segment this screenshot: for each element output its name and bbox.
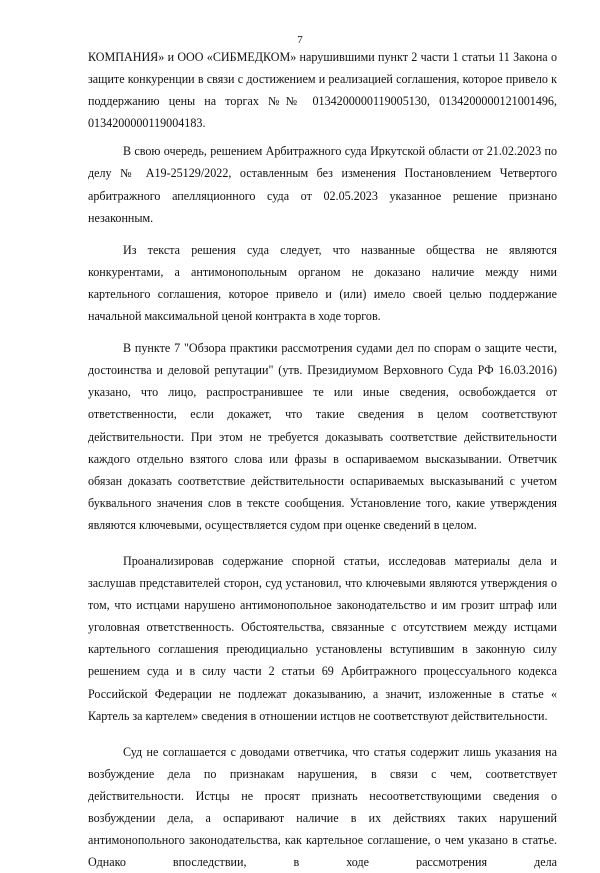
paragraph-article-analysis: Проанализировав содержание спорной статьи, исследовав материалы дела и заслушав представителей сторон, суд установил, что ключевыми являются утверждения о том, что истцами нарушено антимонопольное законодательство и им грозит штраф или уголовная ответственность. Обстоятельства, связанные с отсутствием между истцами картельного соглашения преюдициально установлены вступившим в законную силу решением суда и в силу части 2 статьи 69 Арбитражного процессуального кодекса Российской Федерации не подлежат доказыванию, а значит, изложенные в статье « Картель за картелем» сведения в отношении истцов не соответствуют действительности. [88,553,557,723]
paragraph-court-findings: Из текста решения суда следует, что названные общества не являются конкурентами, а антимонопольным органом не доказано наличие между ними картельного соглашения, которое привело и (или) имело своей целью поддержание начальной максимальной ценой контракта в ходе торгов. [88,242,557,324]
paragraph-court-decision: В свою очередь, решением Арбитражного суда Иркутской области от 21.02.2023 по делу № А19-25129/2022, оставленным без изменения Постановлением Четвертого арбитражного апелляционного суда от 02.05.2023 указанное решение признано незаконным. [88,144,557,225]
page-number: 7 [297,34,303,46]
paragraph-supreme-court-review: В пункте 7 "Обзора практики рассмотрения судами дел по спорам о защите чести, достоинства и деловой репутации" (утв. Президиумом Верховного Суда РФ 16.03.2016) указано, что лицо, распространившее те или иные сведения, освобождается от ответственности, если докажет, что такие сведения в целом соответствуют действительности. При этом не требуется доказывать соответствие действительности каждого отдельно взятого слова или фразы в оспариваемом высказывании. Ответчик обязан доказать соответствие действительности оспариваемых высказываний с учетом буквального значения слов в тексте сообщения. Установление того, какие утверждения являются ключевыми, осуществляется судом при оценке сведений в целом. [88,341,557,532]
paragraph-continuation: КОМПАНИЯ» и ООО «СИБМЕДКОМ» нарушившими пункт 2 части 1 статьи 11 Закона о защите конкуренции в связи с достижением и реализацией соглашения, которое привело к поддержанию цены на торгах №№ 0134200000119005130, 0134200000121001496, 0134200000119004183. [88,50,557,131]
paragraph-defendant-arguments: Суд не соглашается с доводами ответчика, что статья содержит лишь указания на возбуждение дела по признакам нарушения, в связи с чем, соответствует действительности. Истцы не просят признать несоответствующими сведения о возбуждении дела, а оспаривают наличие в их действиях таких нарушений антимонопольного законодательства, как картельное соглашение, о чем указано в статье. Однако впоследствии, в ходе рассмотрения дела [88,744,557,870]
document-body [88,46,557,873]
